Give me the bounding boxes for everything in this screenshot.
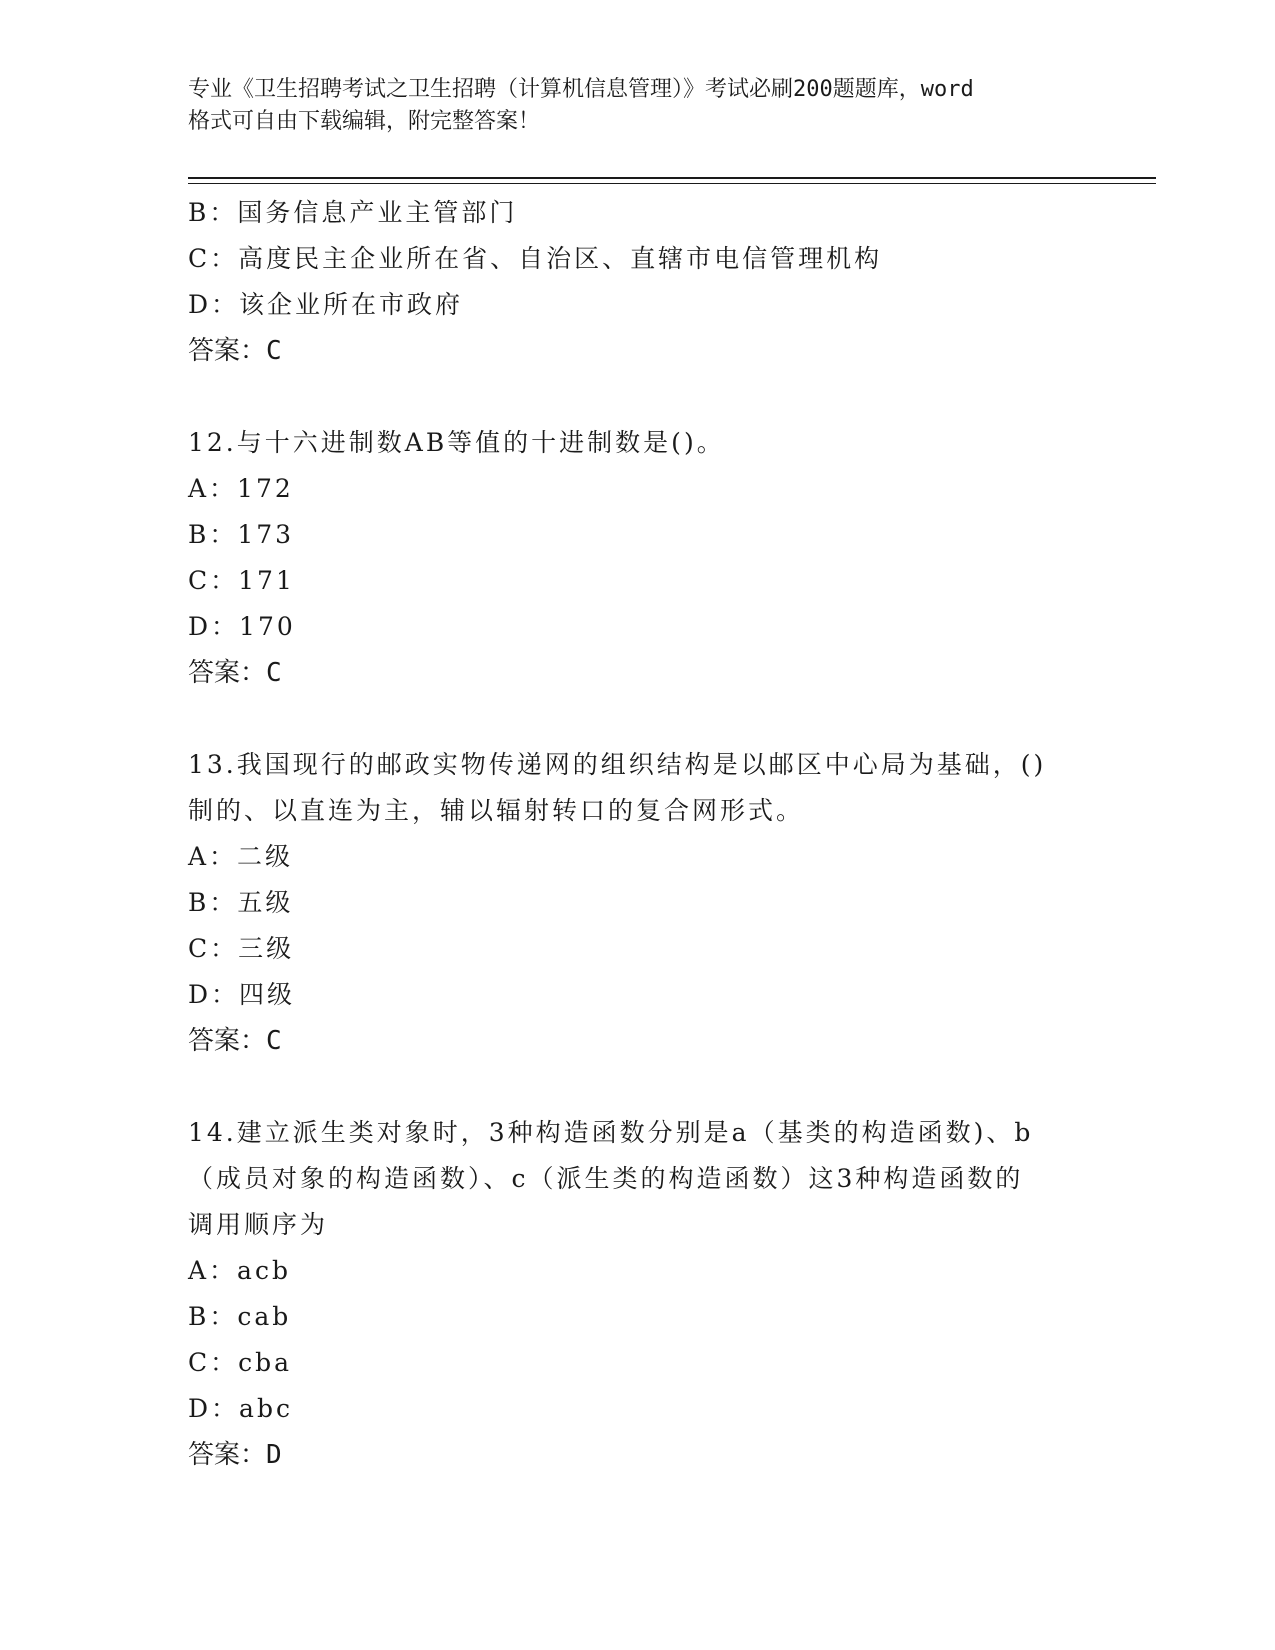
question-stem-line-2: 制的、以直连为主，辅以辐射转口的复合网形式。 xyxy=(188,796,805,825)
question-list xyxy=(188,190,1088,1478)
option-b: B：173 xyxy=(188,520,295,549)
option-b: B：国务信息产业主管部门 xyxy=(188,198,518,227)
option-c: C：高度民主企业所在省、自治区、直辖市电信管理机构 xyxy=(188,244,883,273)
document-header xyxy=(188,74,1108,138)
question-spacer xyxy=(188,696,1088,742)
question-12 xyxy=(188,420,1088,696)
option-a: A：acb xyxy=(188,1256,291,1285)
answer-line: 答案：D xyxy=(188,1440,282,1470)
question-stem-line-2: （成员对象的构造函数）、c（派生类的构造函数）这3种构造函数的 xyxy=(188,1164,1024,1193)
option-b: B：cab xyxy=(188,1302,292,1331)
header-divider-thick xyxy=(188,177,1156,179)
option-d: D：该企业所在市政府 xyxy=(188,290,464,319)
answer-line: 答案：C xyxy=(188,658,282,688)
question-stem-line-1: 14.建立派生类对象时，3种构造函数分别是a（基类的构造函数)、b xyxy=(188,1118,1034,1147)
option-a: A：172 xyxy=(188,474,294,503)
question-14 xyxy=(188,1110,1088,1478)
header-title-line-1: 专业《卫生招聘考试之卫生招聘（计算机信息管理）》考试必刷200题题库，word xyxy=(188,77,974,102)
option-d: D：四级 xyxy=(188,980,296,1009)
option-a: A：二级 xyxy=(188,842,294,871)
question-stem: 12.与十六进制数AB等值的十进制数是()。 xyxy=(188,428,725,457)
question-stem-line-1: 13.我国现行的邮政实物传递网的组织结构是以邮区中心局为基础，() xyxy=(188,750,1047,779)
answer-line: 答案：C xyxy=(188,336,282,366)
question-spacer xyxy=(188,374,1088,420)
option-b: B：五级 xyxy=(188,888,294,917)
option-d: D：abc xyxy=(188,1394,293,1423)
option-c: C：171 xyxy=(188,566,295,595)
option-c: C：cba xyxy=(188,1348,293,1377)
header-divider-thin xyxy=(188,183,1156,184)
header-title-line-2: 格式可自由下载编辑，附完整答案！ xyxy=(188,109,541,134)
question-11 xyxy=(188,190,1088,374)
question-13 xyxy=(188,742,1088,1064)
question-stem-line-3: 调用顺序为 xyxy=(188,1210,329,1239)
option-d: D：170 xyxy=(188,612,296,641)
document-page xyxy=(188,0,1148,1650)
option-c: C：三级 xyxy=(188,934,295,963)
answer-line: 答案：C xyxy=(188,1026,282,1056)
question-spacer xyxy=(188,1064,1088,1110)
